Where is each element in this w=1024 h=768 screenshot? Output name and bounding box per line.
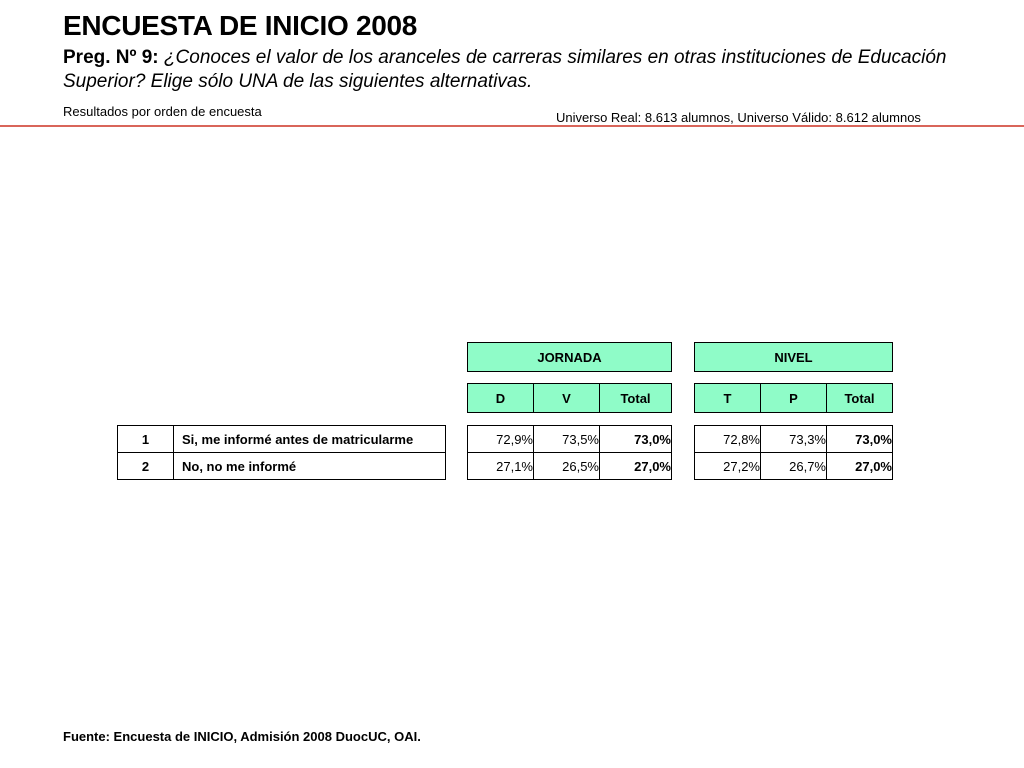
table-row [468,453,672,480]
table-row [118,426,446,453]
value-cell: 27,1% [468,453,534,480]
question-text: ¿Conoces el valor de los aranceles de carreras similares en otras instituciones de Educación Superior? Elige sólo UNA de las siguientes alternativas. [63,47,947,92]
row-number: 2 [118,453,174,480]
universe-info: Universo Real: 8.613 alumnos, Universo Válido: 8.612 alumnos [556,110,921,125]
total-cell: 73,0% [600,426,672,453]
table-row [695,453,893,480]
nivel-group-header [694,342,893,372]
table-row [695,426,893,453]
nivel-subheader-row [694,383,893,413]
subheader-p: P [761,384,827,413]
value-cell: 27,2% [695,453,761,480]
nivel-values-table [694,425,893,480]
jornada-group-header [467,342,672,372]
subheader-jornada-total: Total [600,384,672,413]
total-cell: 27,0% [600,453,672,480]
source-footer: Fuente: Encuesta de INICIO, Admisión 2008 DuocUC, OAI. [63,729,421,744]
answer-label: No, no me informé [174,453,446,480]
page-title: ENCUESTA DE INICIO 2008 [63,10,418,41]
answer-labels-table [117,425,446,480]
subheader-d: D [468,384,534,413]
value-cell: 26,5% [534,453,600,480]
value-cell: 72,9% [468,426,534,453]
results-subtitle: Resultados por orden de encuesta [63,104,262,119]
subheader-nivel-total: Total [827,384,893,413]
total-cell: 27,0% [827,453,893,480]
value-cell: 26,7% [761,453,827,480]
answer-label: Si, me informé antes de matricularme [174,426,446,453]
row-number: 1 [118,426,174,453]
subheader-v: V [534,384,600,413]
jornada-values-table [467,425,672,480]
header-divider [0,125,1024,127]
value-cell: 73,5% [534,426,600,453]
subheader-t: T [695,384,761,413]
value-cell: 73,3% [761,426,827,453]
question-label: Preg. Nº 9: [63,47,159,68]
jornada-subheader-row [467,383,672,413]
value-cell: 72,8% [695,426,761,453]
table-row [118,453,446,480]
table-row [468,426,672,453]
total-cell: 73,0% [827,426,893,453]
question [63,46,1003,94]
nivel-header: NIVEL [695,343,893,372]
jornada-header: JORNADA [468,343,672,372]
